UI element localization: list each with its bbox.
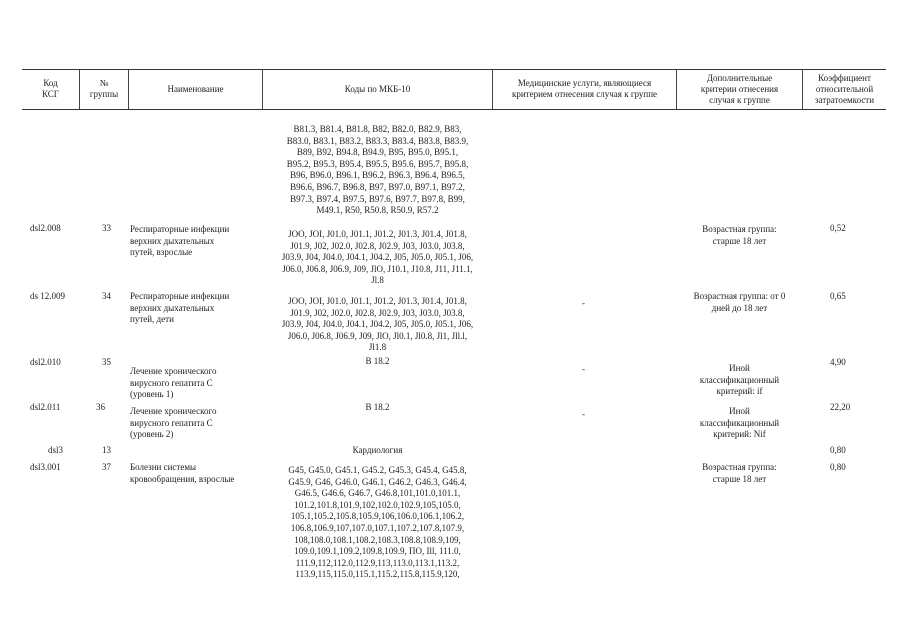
header-mkb-codes: Коды по МКБ-10 bbox=[344, 83, 411, 94]
row-code: dsl3 bbox=[48, 445, 64, 455]
section-title: Кардиология bbox=[352, 445, 403, 455]
row-code: ds 12.009 bbox=[30, 291, 66, 301]
row-group-number: 36 bbox=[96, 402, 105, 412]
row-mkb-codes: JOO, JOI, J01.0, J01.1, J01.2, J01.3, J01.4, J01.8, J01.9, J02, J02.0, J02.8, J02.9, J03, J03.0, J03.8, J03.9, J04, J04.0, J04.1, J04.2, J05, J05.0, J05.1, J06, J06.0, J06.8, J06.9, J09, JlO, Jl0.1, Jl0.8, Jl1, Jll.l, Jl1.8 bbox=[281, 296, 474, 353]
row-services: - bbox=[582, 364, 585, 374]
row-criteria: Иной классификационный критерий: Nif bbox=[699, 406, 780, 440]
header-criteria: Дополнительные критерии отнесения случая к группе bbox=[700, 72, 779, 105]
row-coefficient: 0,52 bbox=[830, 223, 846, 233]
row-code: dsl2.008 bbox=[30, 223, 61, 233]
row-name: Болезни системы кровообращения, взрослые bbox=[130, 462, 235, 484]
header-code: Код КСГ bbox=[42, 78, 59, 99]
row-code: dsl3.001 bbox=[30, 462, 61, 472]
row-name: Лечение хронического вирусного гепатита С (уровень 2) bbox=[130, 406, 217, 440]
mkb-codes-continuation: B81.3, B81.4, B81.8, B82, B82.0, B82.9, B83, B83.0, B83.1, B83.2, B83.3, B83.4, B83.8, B83.9, B89, B92, B94.8, B94.9, B95, B95.0, B95.1, B95.2, B95.3, B95.4, B95.5, B95.6, B95.7, B95.8, B96, B96.0, B96.1, B96.2, B96.3, B96.4, B96.5, B96.6, B96.7, B96.8, B97, B97.0, B97.1, B97.2, B97.3, B97.4, B97.5, B97.6, B97.7, B97.8, B99, M49.1, R50, R50.8, R50.9, R57.2 bbox=[286, 124, 469, 216]
row-mkb-codes: В 18.2 bbox=[365, 356, 390, 366]
row-coefficient: 22,20 bbox=[830, 402, 851, 412]
row-criteria: Иной классификационный критерий: if bbox=[699, 363, 780, 397]
row-criteria: Возрастная группа: старше 18 лет bbox=[702, 224, 777, 246]
header-services: Медицинские услуги, являющиеся критерием отнесения случая к группе bbox=[511, 78, 658, 99]
row-group-number: 13 bbox=[102, 445, 111, 455]
row-coefficient: 0,65 bbox=[830, 291, 846, 301]
header-group-number: № группы bbox=[89, 78, 119, 99]
header-coefficient: Коэффициент относительной затратоемкости bbox=[814, 72, 875, 105]
row-code: dsl2.011 bbox=[30, 402, 61, 412]
row-group-number: 37 bbox=[102, 462, 111, 472]
row-name: Респираторные инфекции верхних дыхательных путей, дети bbox=[130, 291, 230, 325]
row-group-number: 35 bbox=[102, 357, 111, 367]
row-code: dsl2.010 bbox=[30, 357, 61, 367]
row-name: Лечение хронического вирусного гепатита С (уровень 1) bbox=[130, 366, 217, 400]
row-mkb-codes: G45, G45.0, G45.1, G45.2, G45.3, G45.4, G45.8, G45.9, G46, G46.0, G46.1, G46.2, G46.3, G46.4, G46.5, G46.6, G46.7, G46.8,101,101.0,101.1, 101.2,101.8,101.9,102,102.0,102.9,105,105.0, 105.1,105.2,105.8,105.9,106,106.0,106.1,106.2, 106.8,106.9,107,107.0,107.1,107.2,107.8,107.9, 108,108.0,108.1,108.2,108.3,108.8,108.9,109, 109.0,109.1,109.2,109.8,109.9, ПО, Ill, 111.0, 111.9,112,112.0,112.9,113,113.0,113.1,113.2, 113.9,115,115.0,115.1,115.2,115.8,115.9,120, bbox=[288, 465, 467, 580]
header-name: Наименование bbox=[167, 83, 224, 94]
row-coefficient: 0,80 bbox=[830, 462, 846, 472]
row-coefficient: 4,90 bbox=[830, 357, 846, 367]
row-group-number: 34 bbox=[102, 291, 111, 301]
header-bottom-rule bbox=[22, 109, 886, 110]
row-group-number: 33 bbox=[102, 223, 111, 233]
row-mkb-codes: В 18.2 bbox=[365, 402, 390, 412]
row-services: - bbox=[582, 298, 585, 308]
row-name: Респираторные инфекции верхних дыхательных путей, взрослые bbox=[130, 224, 230, 258]
row-services: - bbox=[582, 409, 585, 419]
row-mkb-codes: JOO, JOI, J01.0, J01.1, J01.2, J01.3, J01.4, J01.8, J01.9, J02, J02.0, J02.8, J02.9, J03, J03.0, J03.8, J03.9, J04, J04.0, J04.1, J04.2, J05, J05.0, J05.1, J06, J06.0, J06.8, J06.9, J09, JlO, J10.1, J10.8, J11, J11.1, Jl.8 bbox=[281, 229, 474, 286]
row-coefficient: 0,80 bbox=[830, 445, 846, 455]
row-criteria: Возрастная группа: старше 18 лет bbox=[702, 462, 777, 484]
row-criteria: Возрастная группа: от 0 дней до 18 лет bbox=[693, 291, 786, 313]
